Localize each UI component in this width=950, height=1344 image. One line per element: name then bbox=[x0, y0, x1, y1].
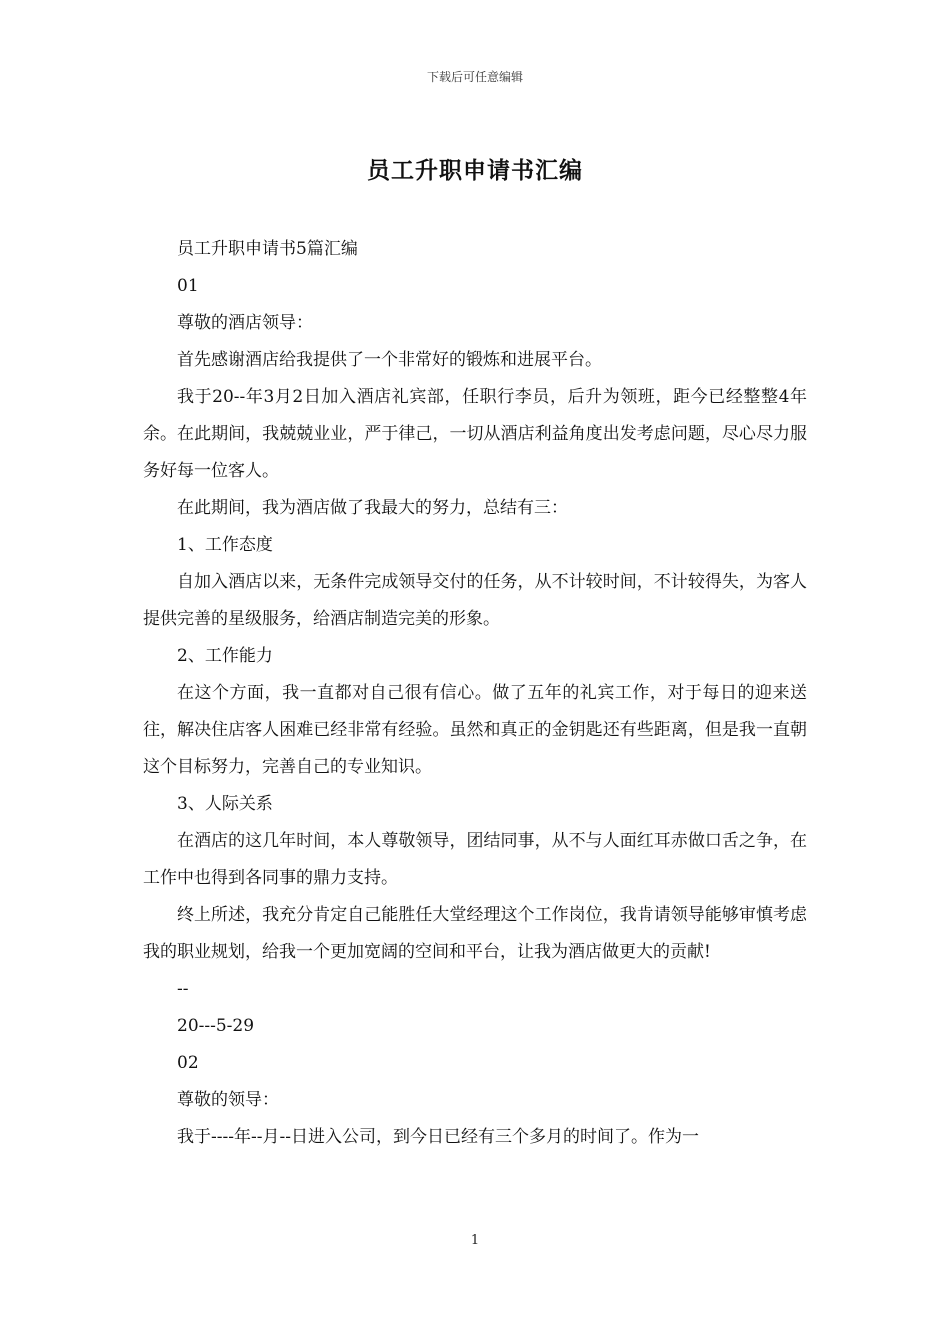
body-paragraph: 在这个方面，我一直都对自己很有信心。做了五年的礼宾工作，对于每日的迎来送往，解决住店客人困难已经非常有经验。虽然和真正的金钥匙还有些距离，但是我一直朝这个目标努力，完善自己的专业知识。 bbox=[143, 683, 807, 777]
document-body bbox=[143, 231, 807, 1156]
body-paragraph: 我于----年--月--日进入公司，到今日已经有三个多月的时间了。作为一 bbox=[177, 1127, 699, 1147]
body-paragraph: 在酒店的这几年时间，本人尊敬领导，团结同事，从不与人面红耳赤做口舌之争，在工作中也得到各同事的鼎力支持。 bbox=[143, 831, 807, 888]
salutation: 尊敬的酒店领导： bbox=[177, 313, 313, 333]
section-number: 01 bbox=[177, 276, 199, 296]
section-number: 02 bbox=[177, 1053, 199, 1073]
body-paragraph: 首先感谢酒店给我提供了一个非常好的锻炼和进展平台。 bbox=[177, 350, 602, 370]
date-line: 20---5-29 bbox=[177, 1016, 255, 1036]
body-paragraph: 终上所述，我充分肯定自己能胜任大堂经理这个工作岗位，我肯请领导能够审慎考虑我的职业规划，给我一个更加宽阔的空间和平台，让我为酒店做更大的贡献! bbox=[143, 905, 807, 962]
list-heading: 2、工作能力 bbox=[177, 646, 273, 666]
body-paragraph: 自加入酒店以来，无条件完成领导交付的任务，从不计较时间，不计较得失，为客人提供完善的星级服务，给酒店制造完美的形象。 bbox=[143, 572, 807, 629]
list-heading: 1、工作态度 bbox=[177, 535, 273, 555]
body-paragraph: 在此期间，我为酒店做了我最大的努力，总结有三： bbox=[177, 498, 568, 518]
header-note: 下载后可任意编辑 bbox=[426, 70, 523, 84]
document-title: 员工升职申请书汇编 bbox=[367, 157, 583, 184]
body-paragraph: 我于20--年3月2日加入酒店礼宾部，任职行李员，后升为领班，距今已经整整4年余。在此期间，我兢兢业业，严于律己，一切从酒店利益角度出发考虑问题，尽心尽力服务好每一位客人。 bbox=[143, 387, 807, 481]
page-number: 1 bbox=[470, 1233, 480, 1248]
signature-line: -- bbox=[177, 979, 189, 999]
list-heading: 3、人际关系 bbox=[177, 794, 273, 814]
subtitle-paragraph: 员工升职申请书5篇汇编 bbox=[177, 239, 358, 259]
salutation: 尊敬的领导： bbox=[177, 1090, 279, 1110]
